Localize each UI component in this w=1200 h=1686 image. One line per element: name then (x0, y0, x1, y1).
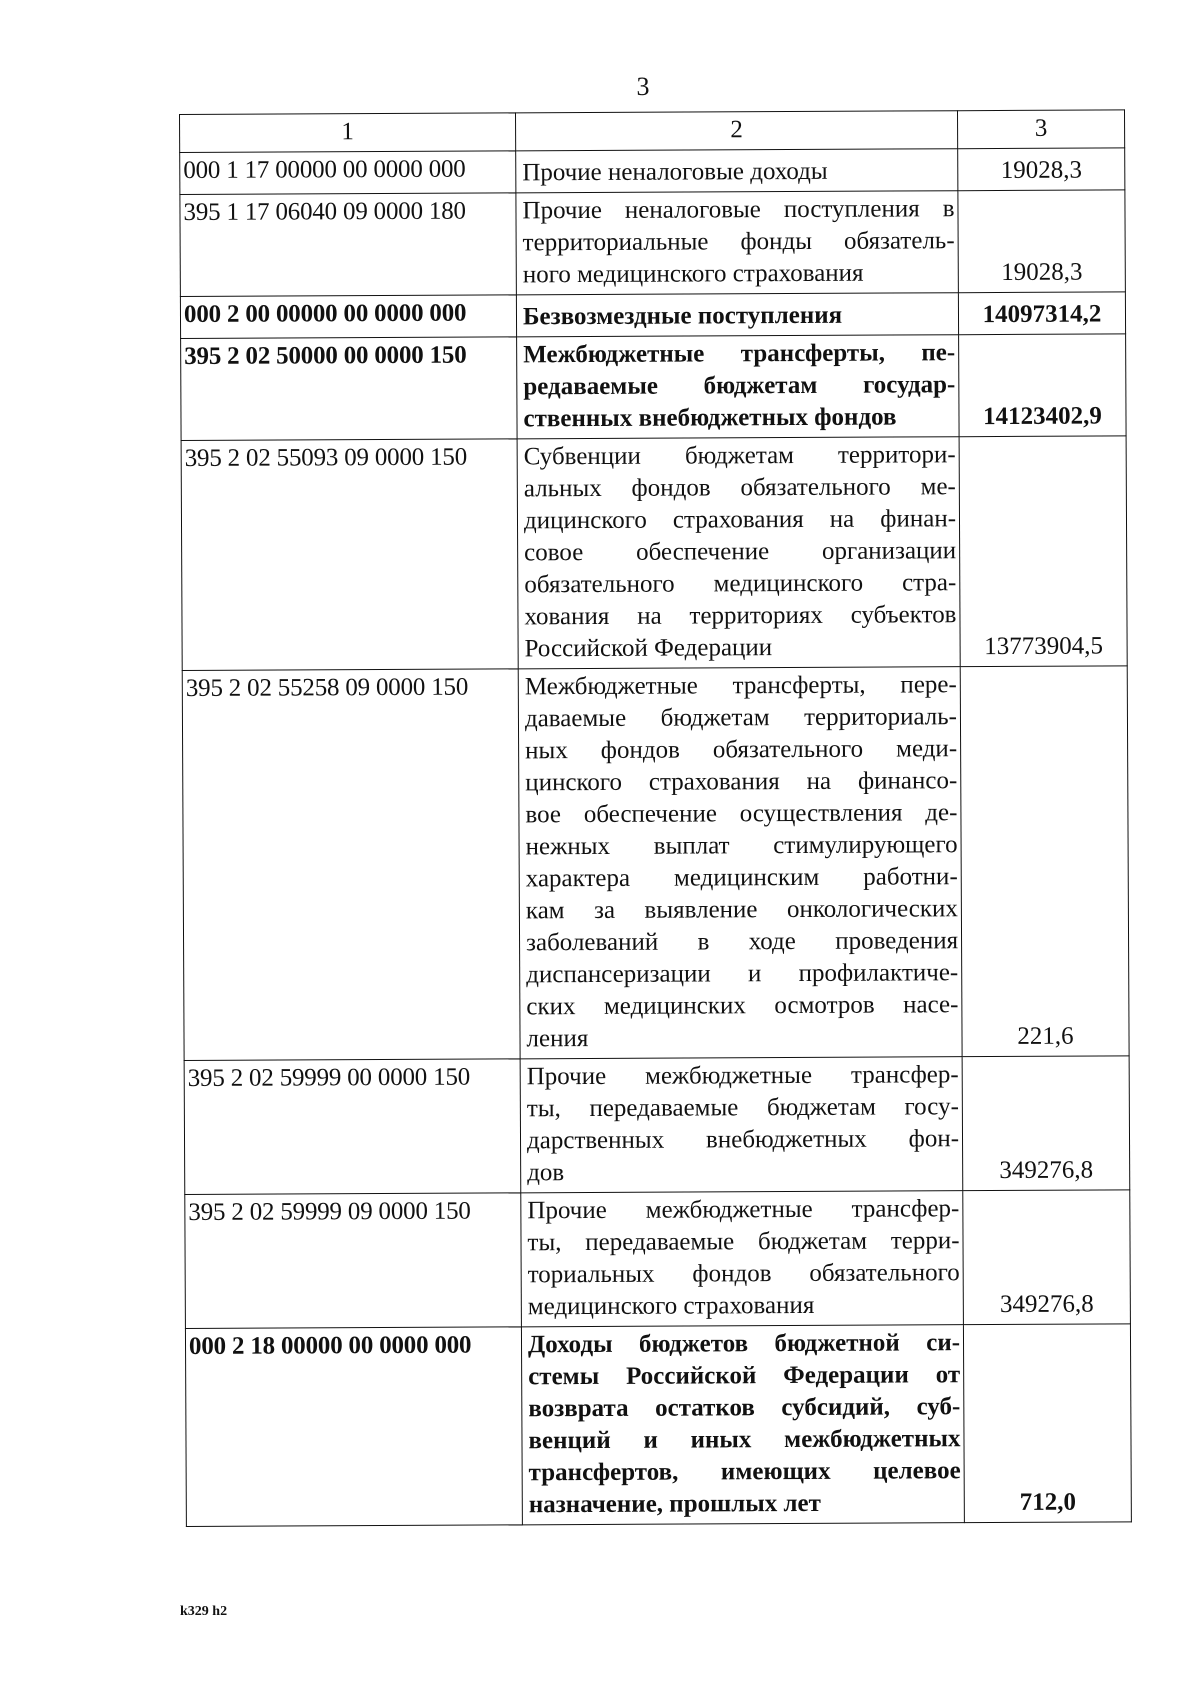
budget-code-cell: 395 1 17 06040 09 0000 180 (180, 193, 516, 297)
income-name-line: Доходы бюджетов бюджетной си- (527, 1329, 961, 1359)
income-name-line: ного медицинского страхования (522, 259, 864, 289)
amount-cell: 712,0 (963, 1324, 1131, 1523)
budget-code-cell: 395 2 02 59999 09 0000 150 (185, 1193, 522, 1329)
income-name-line: обязательного медицинского стра- (524, 569, 957, 599)
budget-code-cell: 000 1 17 00000 00 0000 000 (180, 151, 516, 195)
table-row (180, 292, 1125, 339)
income-name-line: заболеваний в ходе проведения (525, 927, 959, 957)
income-name-line: ления (526, 1025, 589, 1053)
table-body (180, 110, 1132, 1527)
income-name-line: Прочие межбюджетные трансфер- (526, 1061, 959, 1091)
table-row (185, 1324, 1131, 1527)
budget-code-cell: 395 2 02 55093 09 0000 150 (181, 439, 518, 671)
amount-cell: 19028,3 (958, 148, 1125, 191)
income-name-line: Субвенции бюджетам территори- (523, 441, 956, 471)
document-code: k329 h2 (180, 1604, 228, 1619)
income-name-cell (516, 293, 958, 337)
income-name-line: цинского страхования на финансо- (525, 767, 958, 797)
income-name-line: нежных выплат стимулирующего (525, 831, 958, 861)
income-name-line: вое обеспечение осуществления де- (525, 799, 958, 829)
income-name-cell (520, 1057, 963, 1193)
income-name-line: ториальных фондов обязательного (527, 1259, 960, 1289)
column-header-1: 1 (180, 113, 516, 153)
income-name-line: редаваемые бюджетам государ- (523, 371, 956, 401)
income-name-line: Межбюджетные трансферты, пе- (523, 339, 956, 369)
income-name-cell (516, 149, 958, 193)
income-name-line: альных фондов обязательного ме- (523, 473, 956, 503)
amount-cell: 349276,8 (963, 1190, 1131, 1325)
budget-code-cell: 395 2 02 55258 09 0000 150 (182, 669, 520, 1061)
income-name-line: хования на территориях субъектов (524, 601, 957, 631)
budget-table (179, 109, 1132, 1527)
income-name-line: ты, передаваемые бюджетам терри- (527, 1227, 960, 1257)
column-header-2: 2 (515, 111, 957, 151)
income-name-line: дов (527, 1159, 565, 1187)
amount-cell: 221,6 (960, 666, 1129, 1057)
income-name-line: ты, передаваемые бюджетам госу- (526, 1093, 959, 1123)
budget-code-cell: 000 2 00 00000 00 0000 000 (180, 295, 516, 339)
amount-cell: 349276,8 (962, 1056, 1130, 1191)
amount-cell: 14123402,9 (959, 334, 1126, 437)
income-name-line: территориальные фонды обязатель- (522, 227, 955, 257)
table-row (182, 666, 1129, 1061)
income-name-line: возврата остатков субсидий, суб- (528, 1393, 961, 1423)
income-name-line: стемы Российской Федерации от (528, 1361, 961, 1391)
table-row (185, 1190, 1131, 1329)
column-header-3: 3 (957, 110, 1124, 149)
income-name-line: ных фондов обязательного меди- (525, 735, 958, 765)
income-name-line: медицинского страхования (527, 1291, 815, 1321)
income-name-line: кам за выявление онкологических (525, 895, 958, 925)
income-name-line: трансфертов, имеющих целевое (528, 1457, 961, 1487)
budget-code-cell: 000 2 18 00000 00 0000 000 (185, 1327, 522, 1527)
income-name-cell (521, 1191, 964, 1327)
income-name-line: назначение, прошлых лет (528, 1489, 821, 1519)
income-name-line: Прочие межбюджетные трансфер- (527, 1195, 960, 1225)
income-name-line: Российской Федерации (524, 634, 773, 663)
table-row (181, 334, 1126, 441)
income-name-line: дицинского страхования на финан- (523, 505, 957, 535)
table-row (181, 436, 1127, 671)
amount-cell: 14097314,2 (958, 292, 1125, 335)
income-name-line: Прочие неналоговые поступления в (522, 195, 955, 225)
amount-cell: 19028,3 (958, 190, 1125, 293)
income-name-line: ских медицинских осмотров насе- (526, 991, 959, 1021)
income-name-cell (517, 437, 960, 669)
income-name-line: венций и иных межбюджетных (528, 1425, 961, 1455)
income-name-cell (521, 1325, 964, 1525)
income-name-line: Межбюджетные трансферты, пере- (524, 671, 957, 701)
income-name-line: даваемые бюджетам территориаль- (524, 703, 958, 733)
income-name-line: характера медицинским работни- (525, 863, 958, 893)
budget-code-cell: 395 2 02 50000 00 0000 150 (181, 337, 517, 441)
income-name-line: ственных внебюджетных фондов (523, 403, 897, 433)
income-name-line: совое обеспечение организации (524, 537, 957, 567)
page-number: 3 (636, 72, 650, 101)
income-name-line: диспансеризации и профилактиче- (526, 959, 959, 989)
table-row (180, 148, 1125, 195)
income-name-cell (517, 335, 959, 439)
income-name-line: дарственных внебюджетных фон- (526, 1125, 960, 1155)
table-row (184, 1056, 1130, 1195)
table-header-row (180, 110, 1125, 153)
income-name-line: Прочие неналоговые доходы (522, 157, 828, 187)
amount-cell: 13773904,5 (959, 436, 1127, 667)
income-name-cell (518, 667, 962, 1059)
income-name-cell (516, 191, 958, 295)
income-name-line: Безвозмездные поступления (522, 301, 843, 331)
budget-code-cell: 395 2 02 59999 00 0000 150 (184, 1059, 521, 1195)
table-row (180, 190, 1125, 297)
